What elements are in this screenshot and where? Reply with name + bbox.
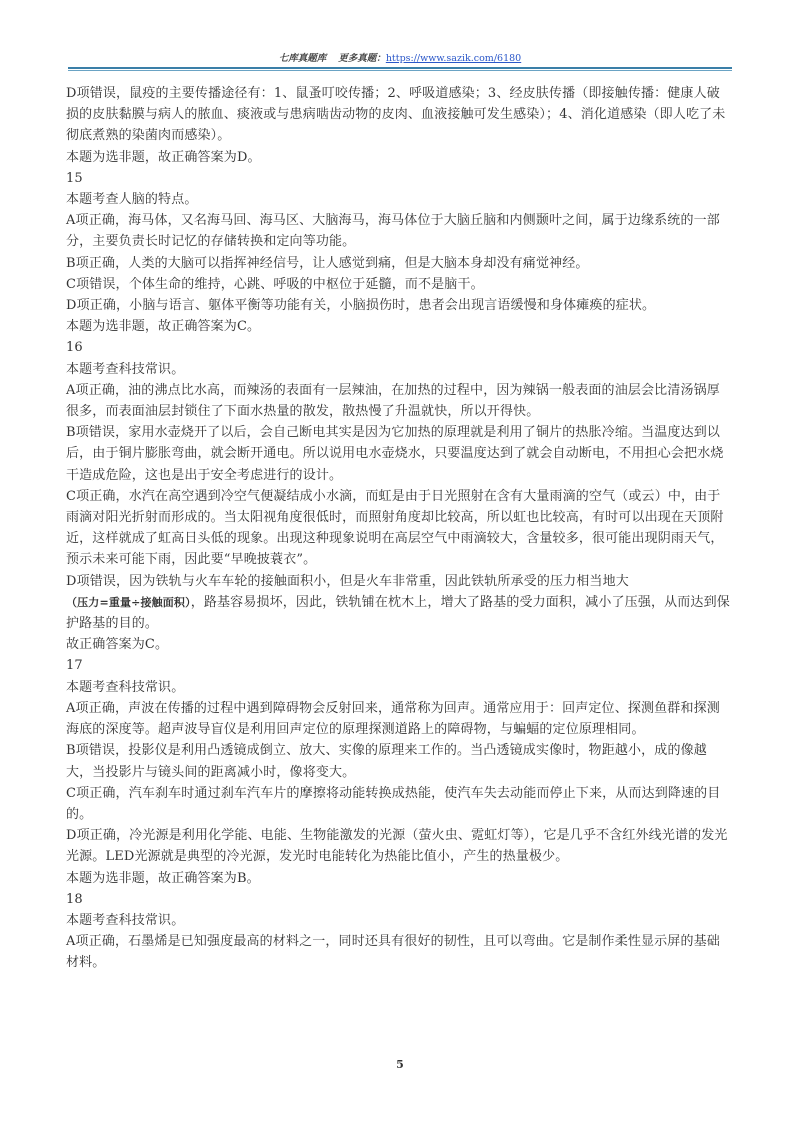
header-rule-thin bbox=[68, 70, 732, 71]
question-number: 18 bbox=[66, 891, 83, 907]
question-number: 15 bbox=[66, 170, 83, 186]
paragraph: A项正确，油的沸点比水高，而辣汤的表面有一层辣油，在加热的过程中，因为辣锅一般表面的油层会比清汤锅厚很多，而表面油层封锁住了下面水热量的散发，散热慢了升温就快，所以开得快。 bbox=[66, 382, 720, 420]
paragraph: 故正确答案为C。 bbox=[66, 637, 169, 653]
document-body bbox=[66, 83, 732, 974]
paragraph-continuation: ，路基容易损坏，因此，铁轨铺在枕木上，增大了路基的受力面积，减小了压强，从而达到保护路基的目的。 bbox=[66, 594, 730, 632]
paragraph: D项错误，因为铁轨与火车车轮的接触面积小，但是火车非常重，因此铁轨所承受的压力相当地大 bbox=[66, 573, 629, 589]
paragraph: C项正确，汽车刹车时通过刹车汽车片的摩擦将动能转换成热能，使汽车失去动能而停止下来，从而达到降速的目的。 bbox=[66, 785, 721, 822]
paragraph: 本题为选非题，故正确答案为B。 bbox=[66, 870, 260, 886]
paragraph: D项错误，鼠疫的主要传播途径有：1、鼠蚤叮咬传播；2、呼吸道感染；3、经皮肤传播（即接触传播：健康人破损的皮肤黏膜与病人的脓血、痰液或与患病啮齿动物的皮肉、血液接触可发生感染）；4、消化道感染（即人吃了未彻底煮熟的染菌肉而感染）。 bbox=[66, 86, 726, 144]
paragraph: A项正确，海马体，又名海马回、海马区、大脑海马，海马体位于大脑丘脑和内侧颞叶之间，属于边缘系统的一部分，主要负责长时记忆的存储转换和定向等功能。 bbox=[66, 213, 720, 250]
paragraph: C项错误，个体生命的维持，心跳、呼吸的中枢位于延髓，而不是脑干。 bbox=[66, 276, 484, 292]
question-number: 16 bbox=[66, 340, 83, 356]
paragraph: D项正确，小脑与语言、躯体平衡等功能有关，小脑损伤时，患者会出现言语缓慢和身体瘫痪的症状。 bbox=[66, 298, 656, 314]
question-number: 17 bbox=[66, 658, 83, 674]
header-url-link[interactable]: https://www.sazik.com/6180 bbox=[385, 53, 522, 64]
header-rule bbox=[68, 67, 732, 69]
paragraph: B项错误，家用水壶烧开了以后，会自己断电其实是因为它加热的原理就是利用了铜片的热胀冷缩。当温度达到以后，由于铜片膨胀弯曲，就会断开通电。所以说用电水壶烧水，只要温度达到了就会自动断电，不用担心会把水烧干造成危险，这也是出于安全考虑进行的设计。 bbox=[66, 425, 724, 483]
page-header bbox=[0, 50, 800, 64]
header-site-name: 七库真题库 bbox=[278, 53, 327, 64]
paragraph: A项正确，声波在传播的过程中遇到障碍物会反射回来，通常称为回声。通常应用于：回声定位、探测鱼群和探测海底的深度等。超声波导盲仪是利用回声定位的原理探测道路上的障碍物，与蝙蝠的定位原理相同。 bbox=[66, 700, 720, 738]
header-more-label: 更多真题： bbox=[338, 53, 386, 64]
paragraph: 本题考查人脑的特点。 bbox=[66, 192, 198, 208]
paragraph: D项正确，冷光源是利用化学能、电能、生物能激发的光源（萤火虫、霓虹灯等），它是几乎不含红外线光谱的发光光源。LED光源就是典型的冷光源，发光时电能转化为热能比值小，产生的热量极少。 bbox=[66, 828, 728, 865]
paragraph: 本题考查科技常识。 bbox=[66, 679, 185, 695]
paragraph: B项错误，投影仪是利用凸透镜成倒立、放大、实像的原理来工作的。当凸透镜成实像时，物距越小，成的像越大，当投影片与镜头间的距离减小时，像将变大。 bbox=[66, 743, 707, 780]
paragraph bbox=[66, 592, 732, 634]
paragraph: 本题考查科技常识。 bbox=[66, 361, 185, 377]
paragraph: C项正确，水汽在高空遇到冷空气便凝结成小水滴，而虹是由于日光照射在含有大量雨滴的空气（或云）中，由于雨滴对阳光折射而形成的。当太阳视角度很低时，而照射角度却比较高，所以虹也比较高，有时可以出现在天顶附近，这样就成了虹高日头低的现象。出现这种现象说明在高层空气中雨滴较大，含量较多，很可能出现阴雨天气，预示未来可能下雨，因此要“早晚披蓑衣”。 bbox=[66, 488, 724, 568]
paragraph: 本题考查科技常识。 bbox=[66, 912, 185, 928]
paragraph: 本题为选非题，故正确答案为C。 bbox=[66, 319, 261, 335]
page-number: 5 bbox=[396, 1058, 404, 1071]
pressure-formula: （压力=重量÷接触面积） bbox=[66, 595, 191, 609]
paragraph: 本题为选非题，故正确答案为D。 bbox=[66, 149, 261, 165]
paragraph: B项正确，人类的大脑可以指挥神经信号，让人感觉到痛，但是大脑本身却没有痛觉神经。 bbox=[66, 255, 589, 271]
paragraph: A项正确，石墨烯是已知强度最高的材料之一，同时还具有很好的韧性，且可以弯曲。它是制作柔性显示屏的基础材料。 bbox=[66, 934, 720, 971]
